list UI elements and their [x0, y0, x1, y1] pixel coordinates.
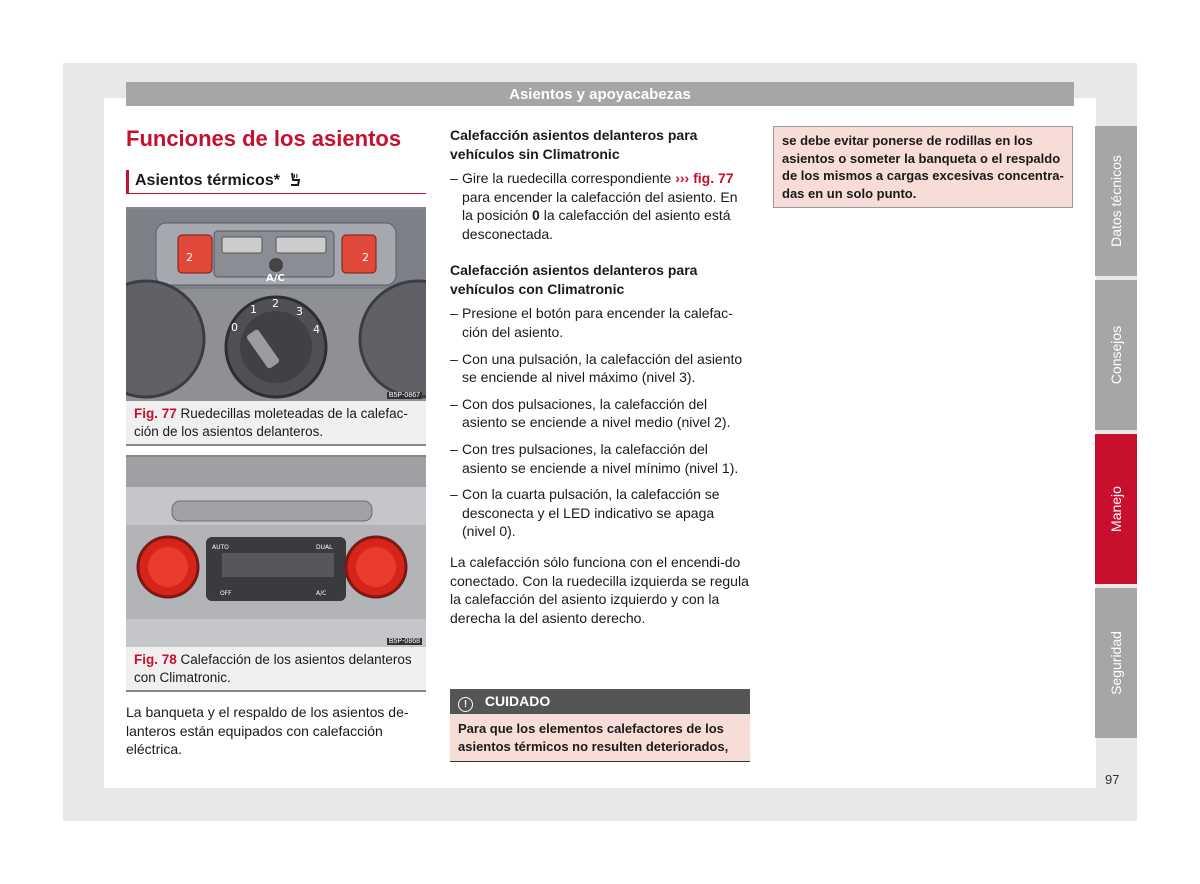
knob-num-1: 1	[250, 303, 257, 316]
tab-label: Manejo	[1108, 486, 1124, 532]
heated-seat-icon	[288, 171, 302, 187]
figure-78-caption-text: Calefacción de los asientos delanteros con Climatronic.	[134, 652, 412, 685]
middle-column	[450, 126, 750, 627]
figure-78-caption	[126, 647, 426, 690]
climatronic-panel-illustration	[126, 457, 426, 647]
bullet-item: – Presione el botón para encender la calefac-ción del asiento.	[450, 304, 750, 341]
right-button-number: 2	[362, 251, 369, 264]
caution-icon: !	[458, 697, 473, 712]
tab-manejo[interactable]	[1095, 434, 1137, 584]
left-paragraph: La banqueta y el respaldo de los asientos de-lanteros están equipados con calefacción eléctrica.	[126, 704, 409, 758]
chapter-header: Asientos y apoyacabezas	[126, 82, 1074, 106]
dual-label: DUAL	[316, 544, 333, 551]
figure-78-image	[126, 457, 426, 647]
left-button-number: 2	[186, 251, 193, 264]
knob-num-0: 0	[231, 321, 238, 334]
bullet-text-end: la calefacción del asiento está desconectada.	[462, 207, 731, 242]
figure-77-code: B5P-0867	[388, 392, 420, 399]
off-label: OFF	[220, 590, 232, 597]
bullet-text-pre: Gire la ruedecilla correspondiente	[462, 170, 672, 186]
fig-77-reference[interactable]: ››› fig. 77	[675, 170, 734, 186]
manual-climate-panel-illustration	[126, 209, 426, 401]
bullet-text-post: para encender la calefacción del asiento. En la posición	[462, 188, 738, 224]
figure-77	[126, 207, 426, 446]
auto-label: AUTO	[212, 544, 229, 551]
knob-num-3: 3	[296, 305, 303, 318]
page-number: 97	[1105, 772, 1120, 787]
caution-title: CUIDADO	[484, 693, 551, 709]
page-title: Funciones de los asientos	[126, 126, 402, 151]
section-title-climatronic: Calefacción asientos delanteros para vehículos con Climatronic	[450, 262, 698, 297]
bullet-item: – Con una pulsación, la calefacción del asiento se enciende al nivel máximo (nivel 3).	[450, 350, 750, 387]
knob-num-4: 4	[313, 323, 320, 336]
tab-label: Datos técnicos	[1108, 155, 1124, 247]
section-title-no-climatronic: Calefacción asientos delanteros para vehículos sin Climatronic	[450, 127, 698, 162]
figure-78-code: B5P-0868	[388, 638, 420, 645]
bullet-item	[450, 169, 750, 243]
ac-label: A/C	[266, 273, 285, 284]
bullet-item: – Con la cuarta pulsación, la calefacción se desconecta y el LED indicativo se apaga (nivel 0).	[450, 485, 750, 541]
figure-77-label: Fig. 77	[134, 406, 177, 421]
tab-seguridad[interactable]	[1095, 588, 1137, 738]
position-zero: 0	[532, 207, 540, 224]
caution-continuation-box: se debe evitar ponerse de rodillas en los asientos o someter la banqueta o el respaldo de los mismos a cargas excesivas concentra-das en un solo punto.	[773, 126, 1073, 208]
bullet-item: – Con tres pulsaciones, la calefacción del asiento se enciende a nivel mínimo (nivel 1).	[450, 440, 750, 477]
figure-78-label: Fig. 78	[134, 652, 177, 667]
knob-num-2: 2	[272, 297, 279, 310]
figure-78	[126, 455, 426, 692]
section-heading-text: Asientos térmicos*	[135, 172, 280, 189]
caution-box	[450, 689, 750, 762]
figure-77-image	[126, 209, 426, 401]
middle-paragraph: La calefacción sólo funciona con el encendi-do conectado. Con la ruedecilla izquierda se regula la calefacción del asiento izquierdo y con la derecha la del asiento derecho.	[450, 553, 749, 626]
caution-header	[450, 689, 750, 714]
tab-label: Consejos	[1108, 325, 1124, 385]
tab-consejos[interactable]	[1095, 280, 1137, 430]
figure-77-caption-text: Ruedecillas moleteadas de la calefac-ción de los asientos delanteros.	[134, 406, 408, 439]
bullet-item: – Con dos pulsaciones, la calefacción del asiento se enciende a nivel medio (nivel 2).	[450, 395, 750, 432]
ac-label-78: A/C	[316, 590, 327, 597]
tab-datos-tecnicos[interactable]	[1095, 126, 1137, 276]
figure-77-caption	[126, 401, 426, 444]
tab-label: Seguridad	[1108, 631, 1124, 695]
caution-body: Para que los elementos calefactores de los asientos térmicos no resulten deteriorados,	[450, 714, 750, 762]
section-heading	[126, 170, 426, 194]
